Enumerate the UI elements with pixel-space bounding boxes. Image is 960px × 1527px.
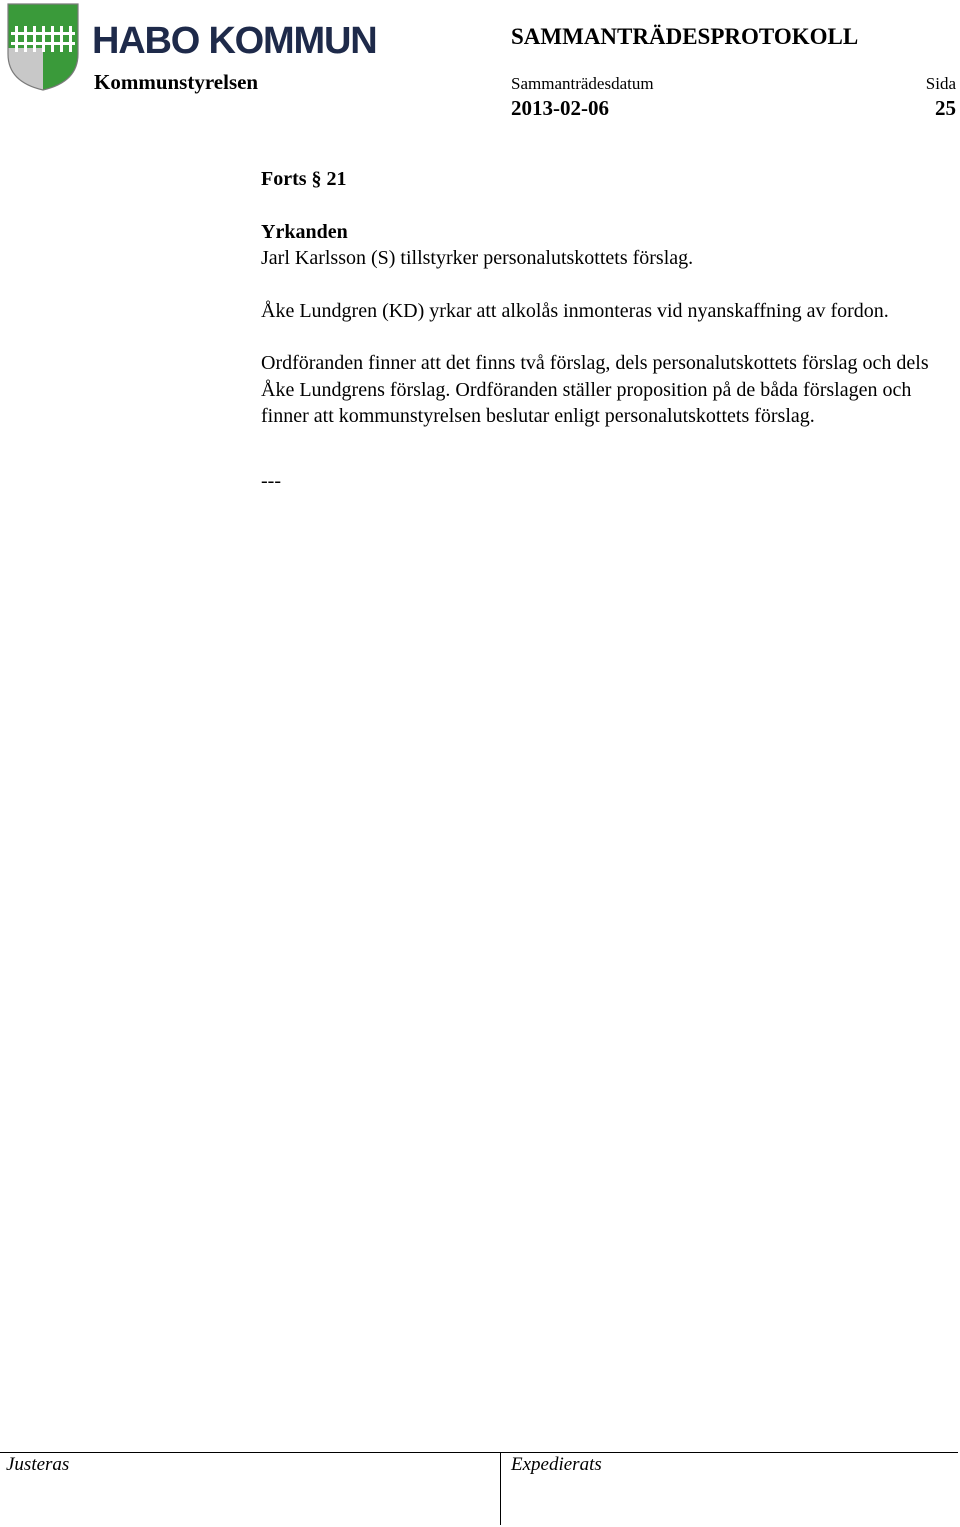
municipality-brand: HABO KOMMUN	[92, 20, 377, 62]
section-heading: Forts § 21	[261, 168, 347, 190]
decision-paragraph: Ordföranden finner att det finns två förslag, dels personalutskottets förslag och dels Åke Lundgrens förslag. Ordföranden ställer proposition på de båda förslagen och finner att kommunstyrelsen beslutar enligt personalutskottets förslag.	[261, 352, 929, 427]
motion-paragraph: Åke Lundgren (KD) yrkar att alkolås inmonteras vid nyanskaffning av fordon.	[261, 299, 889, 322]
meeting-date-value: 2013-02-06	[511, 96, 609, 120]
motion-paragraph: Jarl Karlsson (S) tillstyrker personalutskottets förslag.	[261, 247, 694, 269]
signature-footer	[0, 1452, 958, 1527]
habo-coat-of-arms-icon	[6, 2, 80, 92]
page-number-label: Sida	[925, 74, 956, 93]
expedierats-label: Expedierats	[511, 1454, 602, 1475]
motions-heading: Yrkanden	[261, 220, 348, 243]
document-title: SAMMANTRÄDESPROTOKOLL	[511, 24, 859, 49]
page-number-value: 25	[935, 96, 956, 120]
protocol-body	[261, 166, 953, 494]
footer-divider	[500, 1453, 501, 1525]
meeting-date-label: Sammanträdesdatum	[511, 74, 654, 93]
organization-name: Kommunstyrelsen	[94, 70, 259, 94]
section-separator: ---	[261, 469, 281, 492]
justeras-label: Justeras	[6, 1454, 70, 1475]
